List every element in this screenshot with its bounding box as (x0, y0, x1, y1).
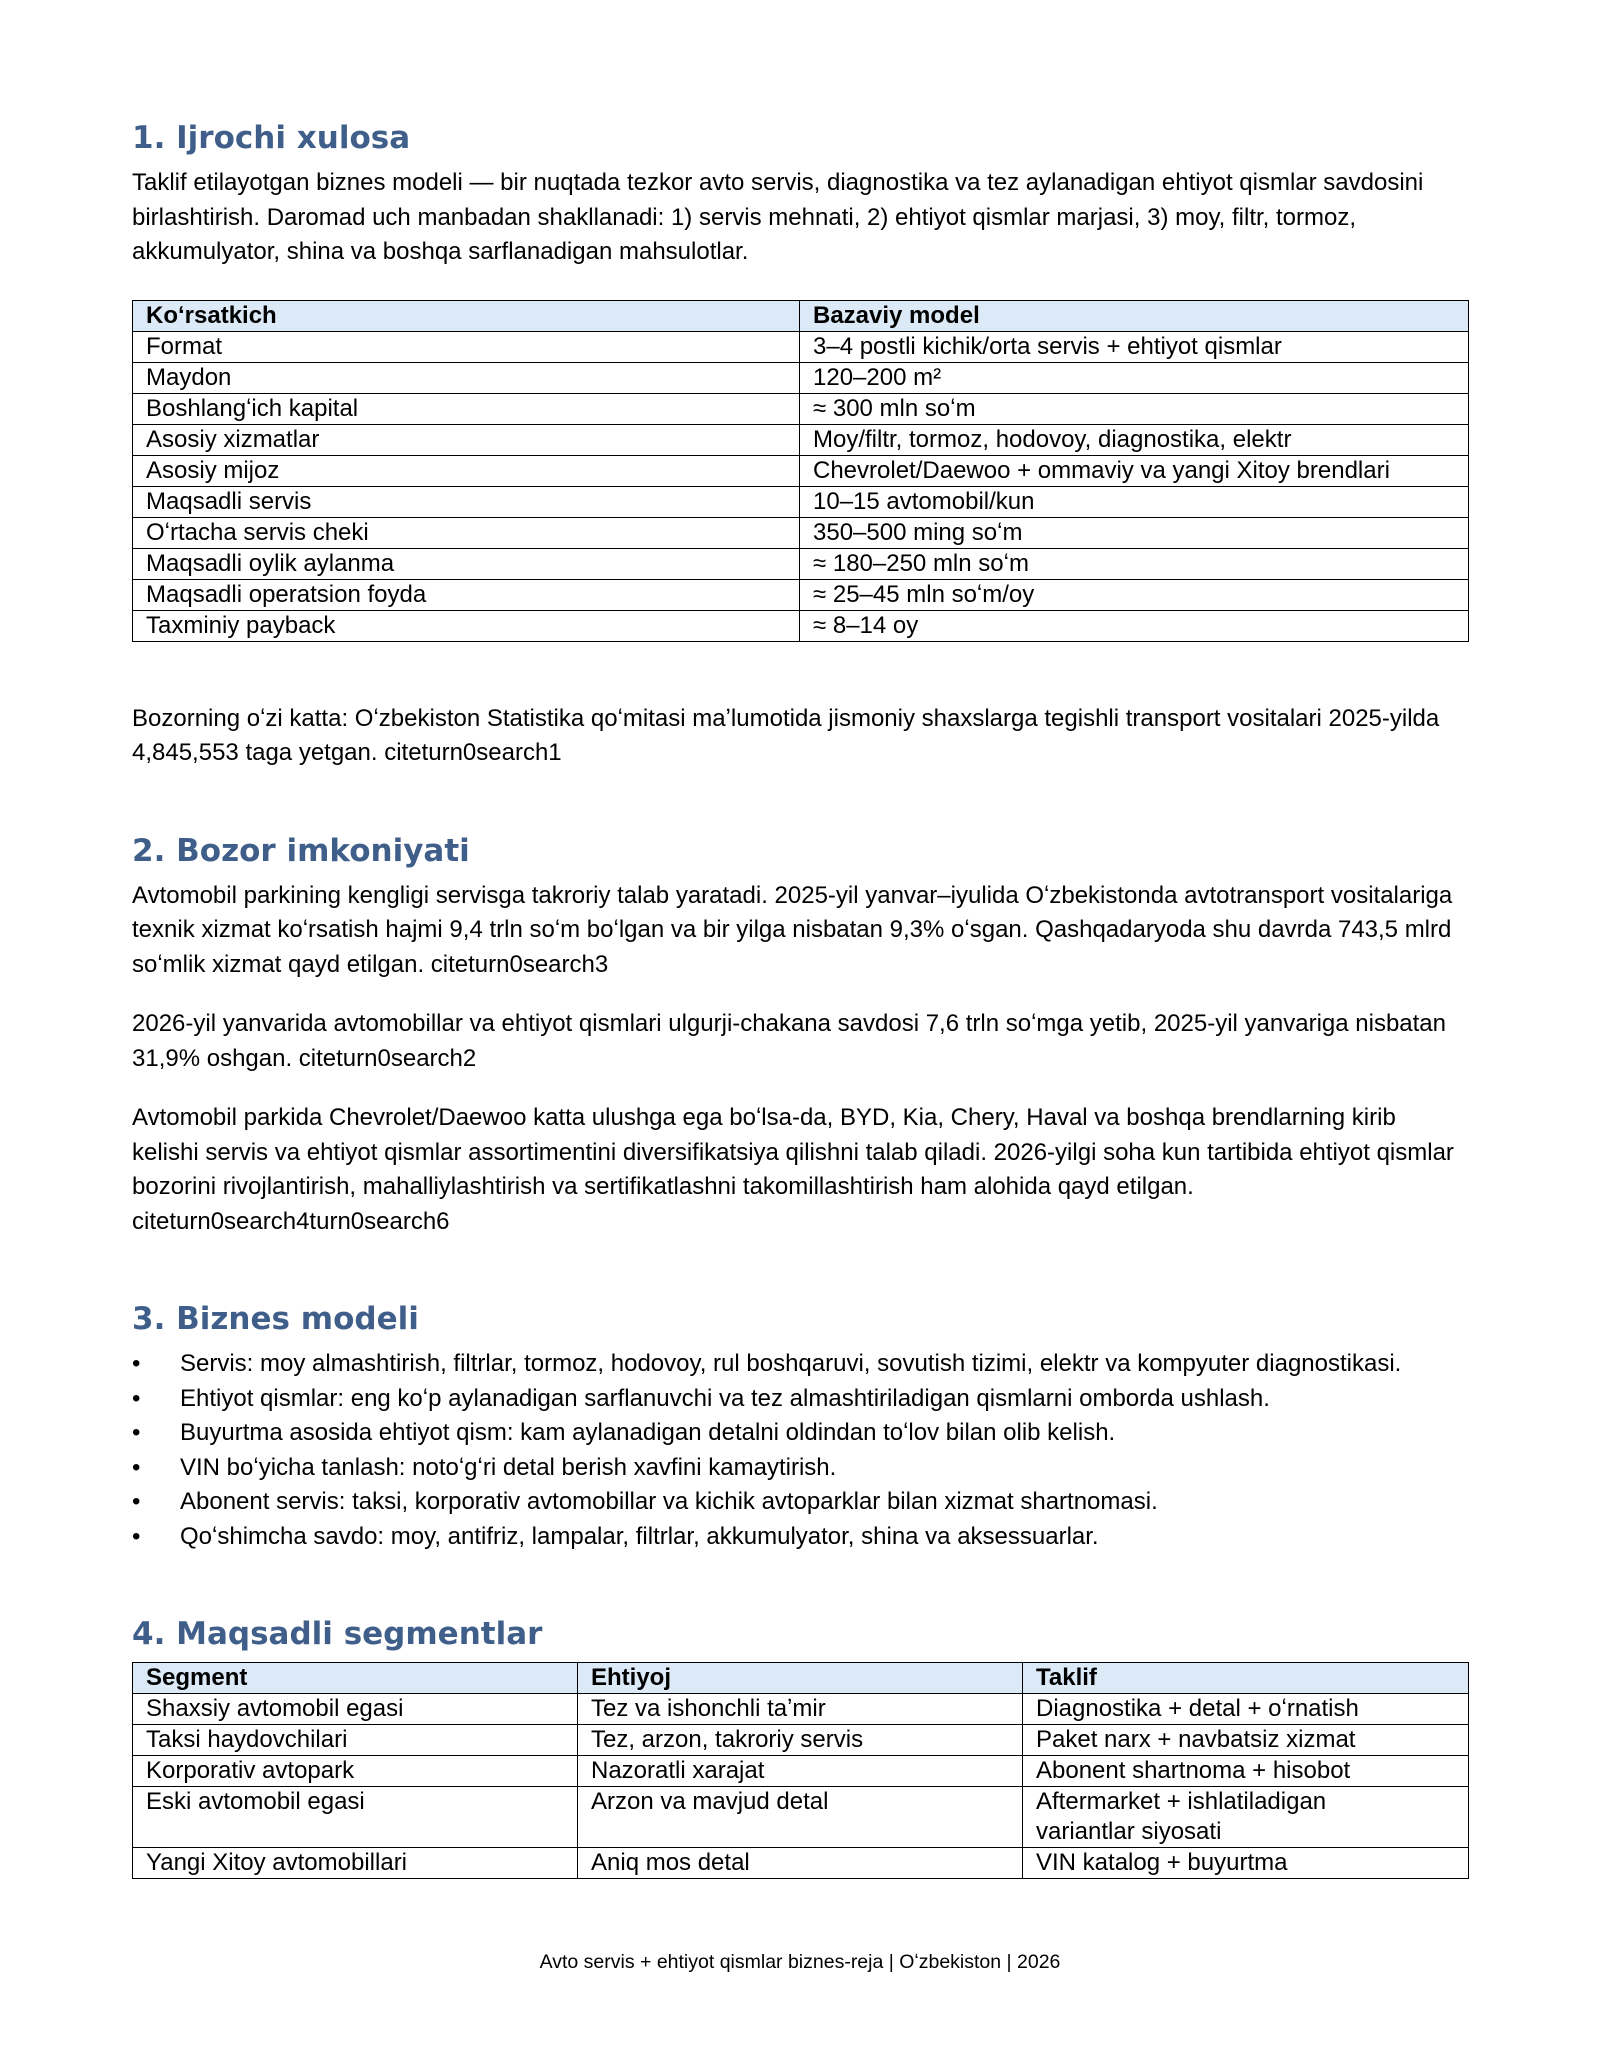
table-cell: VIN katalog + buyurtma (1023, 1848, 1469, 1879)
key-metrics-table (132, 300, 1469, 642)
table-cell: Aniq mos detal (578, 1848, 1023, 1879)
section-heading-target-segments: 4. Maqsadli segmentlar (132, 1616, 543, 1652)
table-cell: Yangi Xitoy avtomobillari (133, 1848, 578, 1879)
table-cell: Tez va ishonchli taʼmir (578, 1694, 1023, 1725)
table-cell: Abonent shartnoma + hisobot (1023, 1756, 1469, 1787)
table-cell: Taxminiy payback (133, 610, 800, 641)
table-header-cell: Taklif (1023, 1663, 1469, 1694)
table-cell: 120–200 m² (800, 362, 1469, 393)
table-header-cell: Bazaviy model (800, 300, 1469, 331)
table-row (133, 548, 1469, 579)
table-cell: Korporativ avtopark (133, 1756, 578, 1787)
table-cell: 350–500 ming soʻm (800, 517, 1469, 548)
table-row (133, 331, 1469, 362)
table-cell: Maydon (133, 362, 800, 393)
list-item: • Buyurtma asosida ehtiyot qism: kam aylanadigan detalni oldindan toʻlov bilan olib kelish. (132, 1416, 1468, 1451)
table-cell: Taksi haydovchilari (133, 1725, 578, 1756)
table-cell: Eski avtomobil egasi (133, 1787, 578, 1848)
segments-table (132, 1662, 1469, 1879)
table-cell: Boshlangʻich kapital (133, 393, 800, 424)
page-footer: Avto servis + ehtiyot qismlar biznes-reja | Oʻzbekiston | 2026 (539, 1951, 1061, 1973)
table-row (133, 1756, 1469, 1787)
table-header-cell: Ehtiyoj (578, 1663, 1023, 1694)
table-cell: 10–15 avtomobil/kun (800, 486, 1469, 517)
section-heading-market-opportunity: 2. Bozor imkoniyati (132, 832, 470, 869)
table-header-row (133, 1663, 1469, 1694)
table-row (133, 1694, 1469, 1725)
table-row (133, 455, 1469, 486)
section-heading-business-model: 3. Biznes modeli (132, 1301, 419, 1337)
table-row (133, 486, 1469, 517)
list-item: • Servis: moy almashtirish, filtrlar, tormoz, hodovoy, rul boshqaruvi, sovutish tizimi, elektr va kompyuter diagnostikasi. (132, 1347, 1468, 1382)
table-header-cell: Segment (133, 1663, 578, 1694)
table-cell: Moy/filtr, tormoz, hodovoy, diagnostika, elektr (800, 424, 1469, 455)
market-paragraph-1: Avtomobil parkining kengligi servisga takroriy talab yaratadi. 2025-yil yanvar–iyulida Oʻzbekistonda avtotransport vositalariga texnik xizmat koʻrsatish hajmi 9,4 trln soʻm boʻlgan va bir yilga nisbatan 9,3% oʻsgan. Qashqadaryoda shu davrda 743,5 mlrd soʻmlik xizmat qayd etilgan. citeturn0search3 (132, 881, 1453, 978)
table-cell: ≈ 8–14 oy (800, 610, 1469, 641)
table-cell: Chevrolet/Daewoo + ommaviy va yangi Xitoy brendlari (800, 455, 1469, 486)
table-row (133, 1787, 1469, 1848)
market-size-paragraph: Bozorning oʻzi katta: Oʻzbekiston Statistika qoʻmitasi maʼlumotida jismoniy shaxslarga tegishli transport vositalari 2025-yilda 4,845,553 taga yetgan. citeturn0search1 (132, 704, 1440, 766)
table-cell: Arzon va mavjud detal (578, 1787, 1023, 1848)
list-item: • Qoʻshimcha savdo: moy, antifriz, lampalar, filtrlar, akkumulyator, shina va aksessuarlar. (132, 1520, 1468, 1555)
list-item: • VIN boʻyicha tanlash: notoʻgʻri detal berish xavfini kamaytirish. (132, 1451, 1468, 1486)
table-cell: ≈ 300 mln soʻm (800, 393, 1469, 424)
table-header-cell: Koʻrsatkich (133, 300, 800, 331)
business-model-list (132, 1347, 1468, 1554)
table-cell: Asosiy mijoz (133, 455, 800, 486)
table-cell: Format (133, 331, 800, 362)
table-cell: Diagnostika + detal + oʻrnatish (1023, 1694, 1469, 1725)
table-row (133, 1848, 1469, 1879)
table-cell: Paket narx + navbatsiz xizmat (1023, 1725, 1469, 1756)
table-cell: Maqsadli servis (133, 486, 800, 517)
list-item: • Abonent servis: taksi, korporativ avtomobillar va kichik avtoparklar bilan xizmat shartnomasi. (132, 1485, 1468, 1520)
table-cell: Tez, arzon, takroriy servis (578, 1725, 1023, 1756)
table-row (133, 393, 1469, 424)
table-row (133, 610, 1469, 641)
table-header-row (133, 300, 1469, 331)
table-row (133, 1725, 1469, 1756)
document-page (132, 118, 1468, 1879)
list-item: • Ehtiyot qismlar: eng koʻp aylanadigan sarflanuvchi va tez almashtiriladigan qismlarni omborda ushlash. (132, 1382, 1468, 1417)
section-heading-executive-summary: 1. Ijrochi xulosa (132, 120, 411, 156)
table-cell: ≈ 180–250 mln soʻm (800, 548, 1469, 579)
table-cell: Asosiy xizmatlar (133, 424, 800, 455)
table-row (133, 579, 1469, 610)
executive-summary-paragraph: Taklif etilayotgan biznes modeli — bir nuqtada tezkor avto servis, diagnostika va tez aylanadigan ehtiyot qismlar savdosini birlashtirish. Daromad uch manbadan shakllanadi: 1) servis mehnati, 2) ehtiyot qismlar marjasi, 3) moy, filtr, tormoz, akkumulyator, shina va boshqa sarflanadigan mahsulotlar. (132, 169, 1424, 265)
table-cell: 3–4 postli kichik/orta servis + ehtiyot qismlar (800, 331, 1469, 362)
table-cell: ≈ 25–45 mln soʻm/oy (800, 579, 1469, 610)
table-row (133, 424, 1469, 455)
table-cell: Shaxsiy avtomobil egasi (133, 1694, 578, 1725)
table-cell: Maqsadli operatsion foyda (133, 579, 800, 610)
market-paragraph-3: Avtomobil parkida Chevrolet/Daewoo katta ulushga ega boʻlsa-da, BYD, Kia, Chery, Haval va boshqa brendlarning kirib kelishi servis va ehtiyot qismlar assortimentini diversifikatsiya qilishni talab qiladi. 2026-yilgi soha kun tartibida ehtiyot qismlar bozorini rivojlantirish, mahalliylashtirish va sertifikatlashni takomillashtirish ham alohida qayd etilgan. citeturn0search4turn0search6 (132, 1104, 1454, 1235)
table-cell: Aftermarket + ishlatiladigan variantlar siyosati (1023, 1787, 1469, 1848)
table-cell: Oʻrtacha servis cheki (133, 517, 800, 548)
table-cell: Nazoratli xarajat (578, 1756, 1023, 1787)
table-row (133, 517, 1469, 548)
table-row (133, 362, 1469, 393)
market-paragraph-2: 2026-yil yanvarida avtomobillar va ehtiyot qismlari ulgurji-chakana savdosi 7,6 trln soʻmga yetib, 2025-yil yanvariga nisbatan 31,9% oshgan. citeturn0search2 (132, 1010, 1446, 1072)
table-cell: Maqsadli oylik aylanma (133, 548, 800, 579)
